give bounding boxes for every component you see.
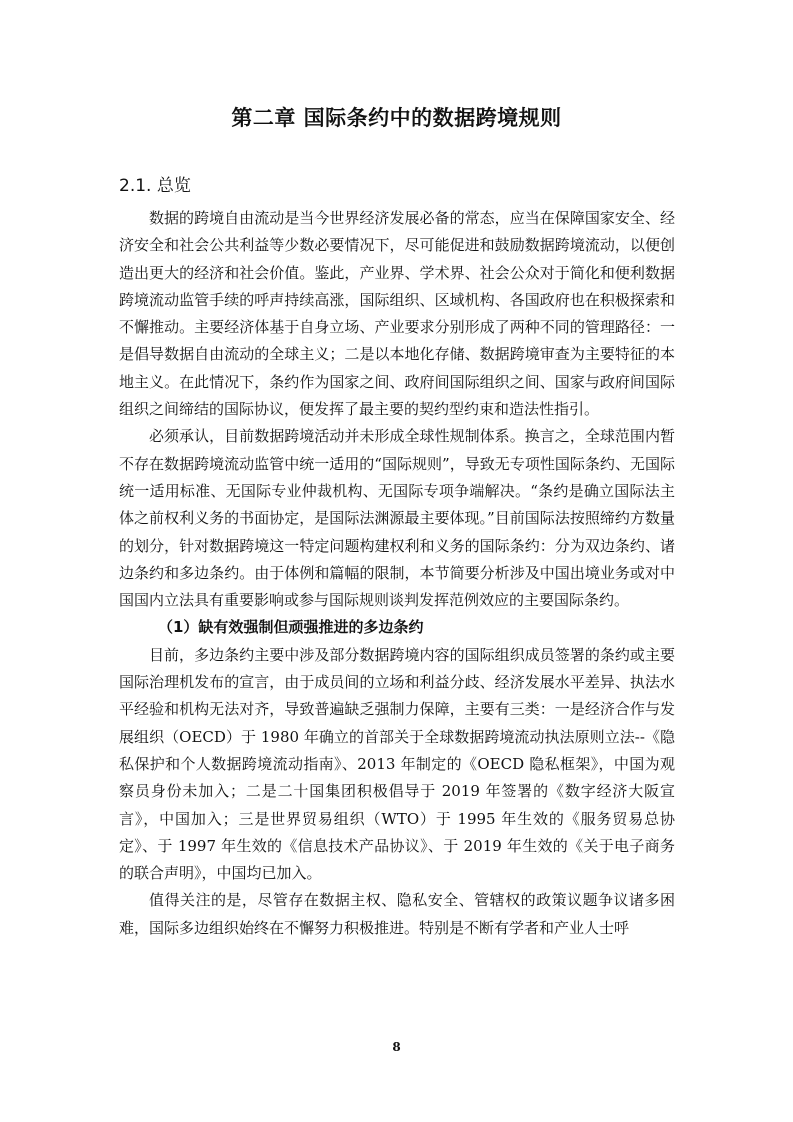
paragraph-no-global-rules: 必须承认，目前数据跨境活动并未形成全球性规制体系。换言之，全球范围内暂不存在数据跨境流动监管中统一适用的“国际规则”，导致无专项性国际条约、无国际统一适用标准、无国际专业仲裁机构、无国际专项争端解决。“条约是确立国际法主体之前权利义务的书面协定，是国际法渊源最主要体现。”目前国际法按照缔约方数量的划分，针对数据跨境这一特定问题构建权利和义务的国际条约：分为双边条约、诸边条约和多边条约。由于体例和篇幅的限制，本节简要分析涉及中国出境业务或对中国国内立法具有重要影响或参与国际规则谈判发挥范例效应的主要国际条约。 [119,427,675,610]
paragraph-multilateral-treaties: 目前，多边条约主要中涉及部分数据跨境内容的国际组织成员签署的条约或主要国际治理机发布的宣言，由于成员间的立场和利益分歧、经济发展水平差异、执法水平经验和机构无法对齐，导致普遍缺乏强制力保障，主要有三类：一是经济合作与发展组织（OECD）于 1980 年确立的首部关于全球数据跨境流动执法原则立法--《隐私保护和个人数据跨境流动指南》、2013 年制定的《OECD 隐私框架》，中国为观察员身份未加入；二是二十国集团积极倡导于 2019 年签署的《数字经济大阪宣言》，中国加入；三是世界贸易组织（WTO）于 1995 年生效的《服务贸易总协定》、于 1997 年生效的《信息技术产品协议》、于 2019 年生效的《关于电子商务的联合声明》，中国均已加入。 [119,645,675,883]
paragraph-overview: 数据的跨境自由流动是当今世界经济发展必备的常态，应当在保障国家安全、经济安全和社会公共利益等少数必要情况下，尽可能促进和鼓励数据跨境流动，以便创造出更大的经济和社会价值。鉴此，产业界、学术界、社会公众对于简化和便利数据跨境流动监管手续的呼声持续高涨，国际组织、区域机构、各国政府也在积极探索和不懈推动。主要经济体基于自身立场、产业要求分别形成了两种不同的管理路径：一是倡导数据自由流动的全球主义；二是以本地化存储、数据跨境审查为主要特征的本地主义。在此情况下，条约作为国家之间、政府间国际组织之间、国家与政府间国际组织之间缔结的国际协议，便发挥了最主要的契约型约束和造法性指引。 [119,209,675,419]
section-heading: 2.1. 总览 [119,176,191,196]
chapter-title: 第二章 国际条约中的数据跨境规则 [231,106,562,130]
body-text [119,205,675,942]
paragraph-notable-progress: 值得关注的是，尽管存在数据主权、隐私安全、管辖权的政策议题争议诸多困难，国际多边组织始终在不懈努力积极推进。特别是不断有学者和产业人士呼 [119,891,675,937]
page-number: 8 [392,1040,401,1054]
subheading-multilateral-treaties: （1）缺有效强制但顽强推进的多边条约 [158,618,424,637]
